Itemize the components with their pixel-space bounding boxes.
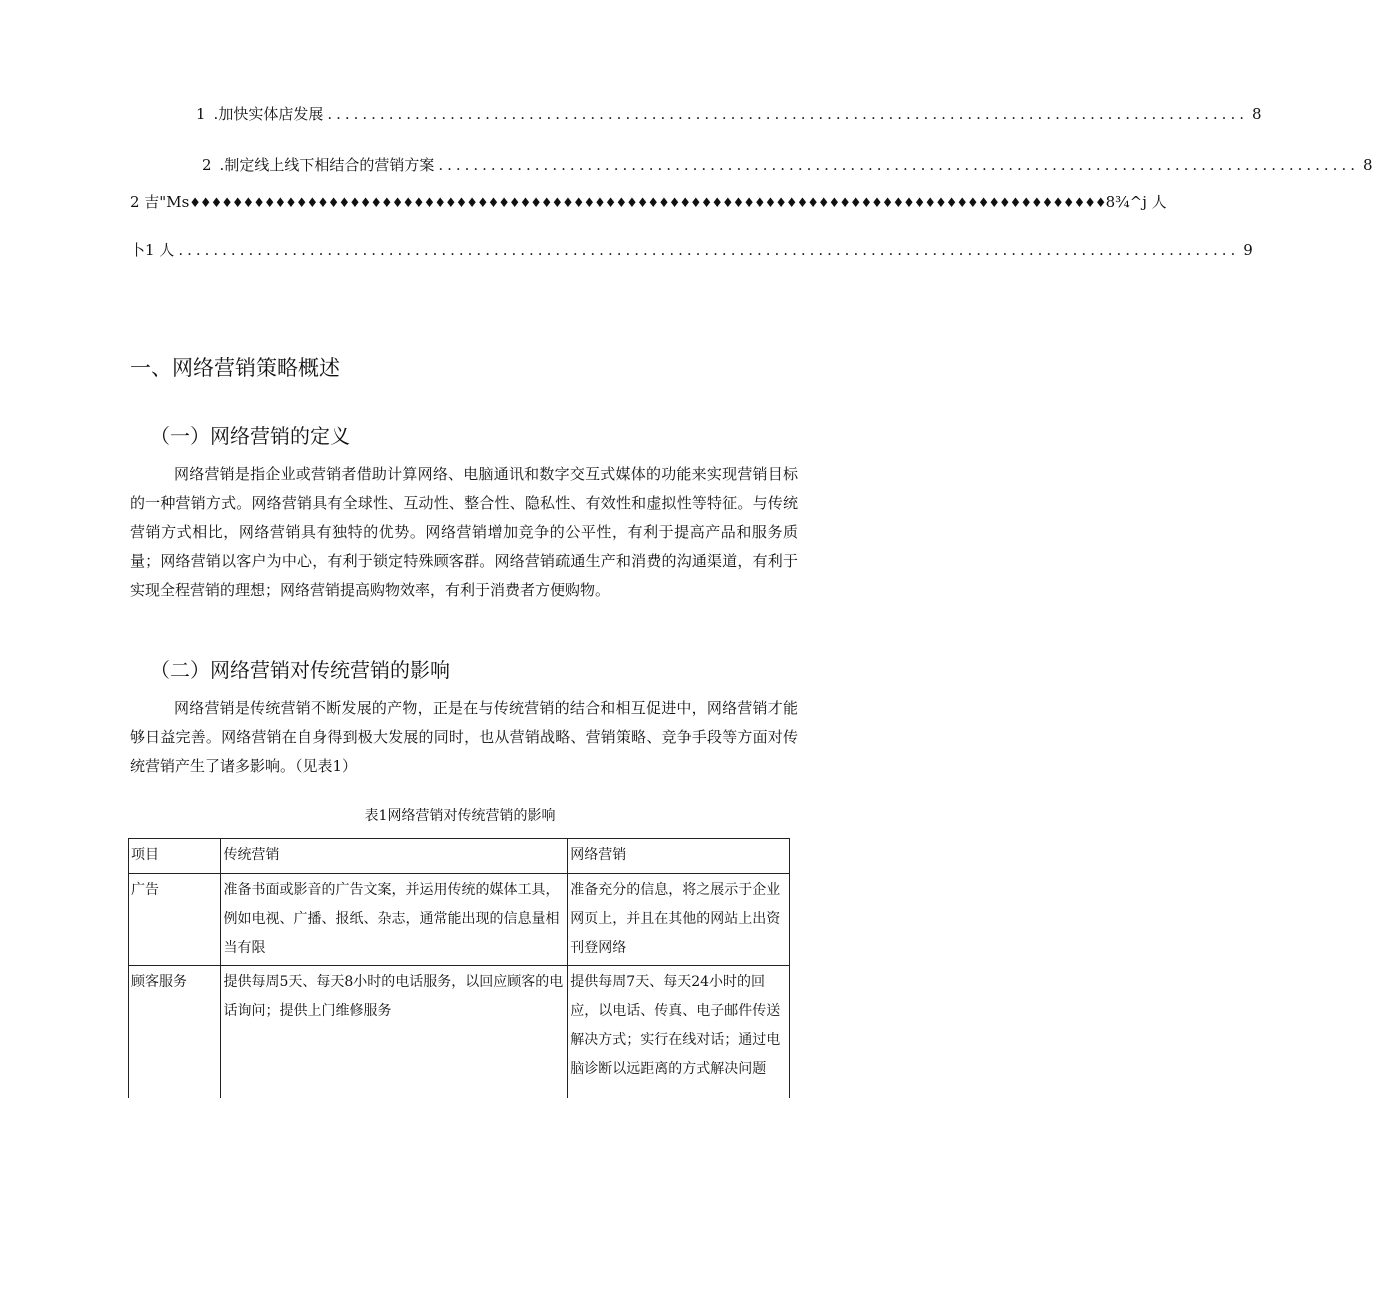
table-header-cell: 网络营销 [568, 839, 790, 874]
table-row [129, 966, 790, 1099]
toc-entry-title: .制定线上线下相结合的营销方案 [219, 156, 435, 174]
toc-entry-number: 2 [202, 156, 212, 174]
table-cell: 提供每周5天、每天8小时的电话服务，以回应顾客的电话询问；提供上门维修服务 [221, 966, 568, 1099]
table-caption: 表1网络营销对传统营销的影响 [364, 808, 556, 824]
body-paragraph: 网络营销是传统营销不断发展的产物，正是在与传统营销的结合和相互促进中，网络营销才能够日益完善。网络营销在自身得到极大发展的同时，也从营销战略、营销策略、竞争手段等方面对传统营销产生了诸多影响。（见表1） [130, 699, 798, 775]
toc-entry[interactable] [130, 240, 1253, 260]
body-paragraph: 网络营销是指企业或营销者借助计算网络、电脑通讯和数字交互式媒体的功能来实现营销目标的一种营销方式。网络营销具有全球性、互动性、整合性、隐私性、有效性和虚拟性等特征。与传统营销方式相比，网络营销具有独特的优势。网络营销增加竞争的公平性，有利于提高产品和服务质量；网络营销以客户为中心，有利于锁定特殊顾客群。网络营销疏通生产和消费的沟通渠道，有利于实现全程营销的理想；网络营销提高购物效率，有利于消费者方便购物。 [130, 465, 798, 599]
toc-entry-page: 9 [1243, 241, 1253, 259]
toc-garbled-prefix: 2 吉"Ms [130, 193, 190, 211]
toc-leader-dots: ......................................................................................................................... [178, 241, 1240, 259]
toc-garbled-suffix: 8¾^j 人 [1105, 193, 1167, 211]
toc-entry-title: .加快实体店发展 [213, 105, 324, 123]
toc-entry[interactable] [202, 155, 1373, 175]
table-header-cell: 传统营销 [221, 839, 568, 874]
toc-entry-page: 8 [1362, 156, 1373, 174]
comparison-table [128, 838, 790, 1098]
table-cell: 顾客服务 [129, 966, 221, 1099]
toc-entry-number: 1 [196, 105, 206, 123]
table-row [129, 874, 790, 966]
subsection-heading: （二）网络营销对传统营销的影响 [150, 658, 450, 682]
table-cell: 准备充分的信息，将之展示于企业网页上，并且在其他的网站上出资刊登网络 [568, 874, 790, 966]
toc-entry-page: 8 [1251, 105, 1262, 123]
toc-entry[interactable] [196, 104, 1262, 124]
table-cell: 广告 [129, 874, 221, 966]
table-cell: 准备书面或影音的广告文案，并运用传统的媒体工具，例如电视、广播、报纸、杂志，通常能出现的信息量相当有限 [221, 874, 568, 966]
toc-leader-dots: ......................................................................................................... [327, 105, 1248, 123]
section-heading: 一、网络营销策略概述 [130, 356, 340, 380]
subsection-heading: （一）网络营销的定义 [150, 424, 350, 448]
toc-entry-garbled[interactable] [130, 192, 1167, 214]
toc-garbled-diamonds: ♦♦♦♦♦♦♦♦♦♦♦♦♦♦♦♦♦♦♦♦♦♦♦♦♦♦♦♦♦♦♦♦♦♦♦♦♦♦♦♦♦♦♦♦♦♦♦♦♦♦♦♦♦♦♦♦♦♦♦♦♦♦♦♦♦♦♦♦♦♦♦♦♦♦♦♦♦♦♦♦♦♦♦♦♦♦ [189, 196, 1106, 211]
table-header-row [129, 839, 790, 874]
toc-leader-dots: ......................................................................................................... [438, 156, 1359, 174]
table-cell: 提供每周7天、每天24小时的回应，以电话、传真、电子邮件传送解决方式；实行在线对话；通过电脑诊断以远距离的方式解决问题 [568, 966, 790, 1099]
toc-entry-title: 卜1 人 [130, 241, 175, 259]
table-header-cell: 项目 [129, 839, 221, 874]
